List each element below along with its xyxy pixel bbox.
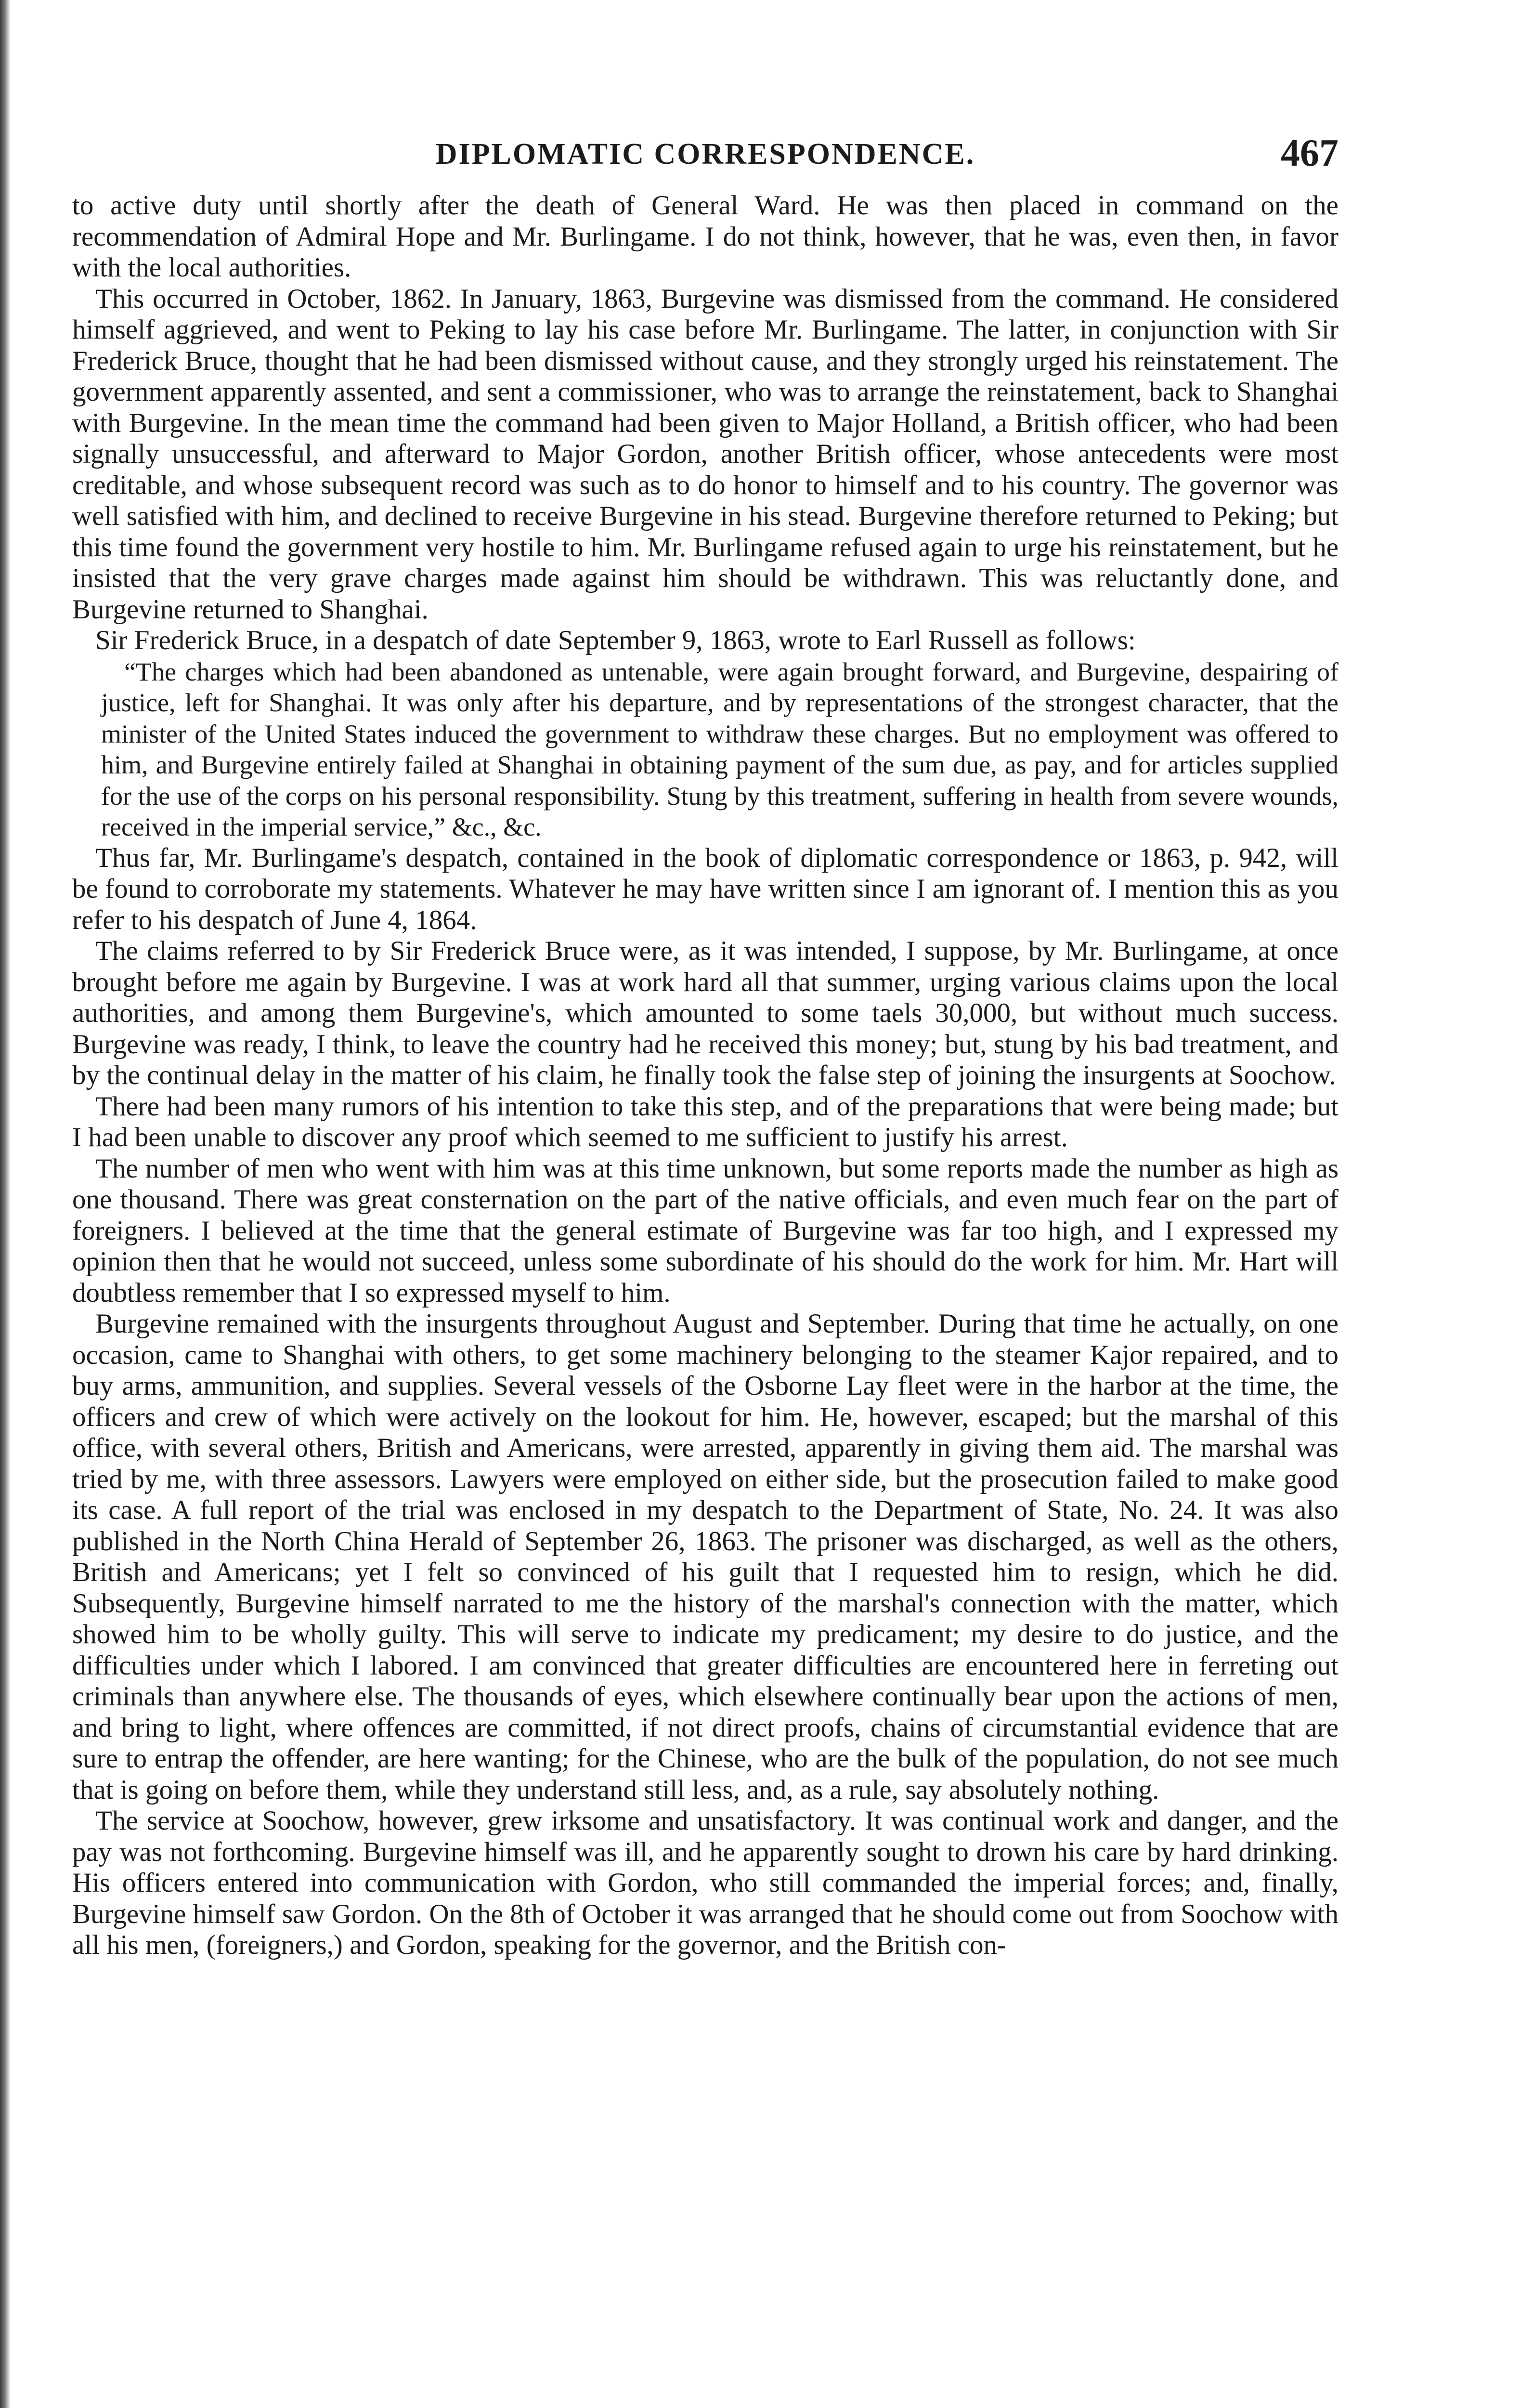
paragraph: Sir Frederick Bruce, in a despatch of date September 9, 1863, wrote to Earl Russell as follows: <box>95 625 1136 655</box>
paragraph: There had been many rumors of his intention to take this step, and of the preparations that were being made; but I had been unable to discover any proof which seemed to me sufficient to justify his arrest. <box>72 1091 1338 1152</box>
paragraph: This occurred in October, 1862. In January, 1863, Burgevine was dismissed from the command. He considered himself aggrieved, and went to Peking to lay his case before Mr. Burlingame. The latter, in conjunction with Sir Frederick Bruce, thought that he had been dismissed without cause, and they strongly urged his reinstatement. The government apparently assented, and sent a commissioner, who was to arrange the reinstatement, back to Shanghai with Burgevine. In the mean time the command had been given to Major Holland, a British officer, who had been signally unsuccessful, and afterward to Major Gordon, another British officer, whose antecedents were most creditable, and whose subsequent record was such as to do honor to himself and to his country. The governor was well satisfied with him, and declined to receive Burgevine in his stead. Burgevine therefore returned to Peking; but this time found the government very hostile to him. Mr. Burlingame refused again to urge his reinstatement, but he insisted that the very grave charges made against him should be withdrawn. This was reluctantly done, and Burgevine returned to Shanghai. <box>72 283 1338 625</box>
paragraph-continued: to active duty until shortly after the death of General Ward. He was then placed in command on the recommendation of Admiral Hope and Mr. Burlingame. I do not think, however, that he was, even then, in favor with the local authorities. <box>72 190 1338 283</box>
body-text <box>72 190 1338 1961</box>
page-number: 467 <box>1281 132 1338 174</box>
paragraph: Thus far, Mr. Burlingame's despatch, contained in the book of diplomatic correspondence or 1863, p. 942, will be found to corroborate my statements. Whatever he may have written since I am ignorant of. I mention this as you refer to his despatch of June 4, 1864. <box>72 842 1338 935</box>
running-title: DIPLOMATIC CORRESPONDENCE. <box>435 138 975 170</box>
quoted-despatch: “The charges which had been abandoned as untenable, were again brought forward, and Burgevine, despairing of justice, left for Shanghai. It was only after his departure, and by representations of the strongest character, that the minister of the United States induced the government to withdraw these charges. But no employment was offered to him, and Burgevine entirely failed at Shanghai in obtaining payment of the sum due, as pay, and for articles supplied for the use of the corps on his personal responsibility. Stung by this treatment, suffering in health from severe wounds, received in the imperial service,” &c., &c. <box>101 657 1338 841</box>
running-head <box>72 132 1338 190</box>
paragraph: The number of men who went with him was at this time unknown, but some reports made the number as high as one thousand. There was great consternation on the part of the native officials, and even much fear on the part of foreigners. I believed at the time that the general estimate of Burgevine was far too high, and I expressed my opinion then that he would not succeed, unless some subordinate of his should do the work for him. Mr. Hart will doubtless remember that I so expressed myself to him. <box>72 1153 1338 1308</box>
paragraph: The service at Soochow, however, grew irksome and unsatisfactory. It was continual work and danger, and the pay was not forthcoming. Burgevine himself was ill, and he apparently sought to drown his care by hard drinking. His officers entered into communication with Gordon, who still commanded the imperial forces; and, finally, Burgevine himself saw Gordon. On the 8th of October it was arranged that he should come out from Soochow with all his men, (foreigners,) and Gordon, speaking for the governor, and the British con- <box>72 1806 1338 1960</box>
document-page <box>72 132 1338 1961</box>
paragraph: Burgevine remained with the insurgents throughout August and September. During that time he actually, on one occasion, came to Shanghai with others, to get some machinery belonging to the steamer Kajor repaired, and to buy arms, ammunition, and supplies. Several vessels of the Osborne Lay fleet were in the harbor at the time, the officers and crew of which were actively on the lookout for him. He, however, escaped; but the marshal of this office, with several others, British and Americans, were arrested, apparently in giving them aid. The marshal was tried by me, with three assessors. Lawyers were employed on either side, but the prosecution failed to make good its case. A full report of the trial was enclosed in my despatch to the Department of State, No. 24. It was also published in the North China Herald of September 26, 1863. The prisoner was discharged, as well as the others, British and Americans; yet I felt so convinced of his guilt that I requested him to resign, which he did. Subsequently, Burgevine himself narrated to me the history of the marshal's connection with the matter, which showed him to be wholly guilty. This will serve to indicate my predicament; my desire to do justice, and the difficulties under which I labored. I am convinced that greater difficulties are encountered here in ferreting out criminals than anywhere else. The thousands of eyes, which elsewhere continually bear upon the actions of men, and bring to light, where offences are committed, if not direct proofs, chains of circumstantial evidence that are sure to entrap the offender, are here wanting; for the Chinese, who are the bulk of the population, do not see much that is going on before them, while they understand still less, and, as a rule, say absolutely nothing. <box>72 1309 1338 1805</box>
paragraph: The claims referred to by Sir Frederick Bruce were, as it was intended, I suppose, by Mr. Burlingame, at once brought before me again by Burgevine. I was at work hard all that summer, urging various claims upon the local authorities, and among them Burgevine's, which amounted to some taels 30,000, but without much success. Burgevine was ready, I think, to leave the country had he received this money; but, stung by his bad treatment, and by the continual delay in the matter of his claim, he finally took the false step of joining the insurgents at Soochow. <box>72 936 1338 1090</box>
scan-edge <box>0 0 11 2408</box>
